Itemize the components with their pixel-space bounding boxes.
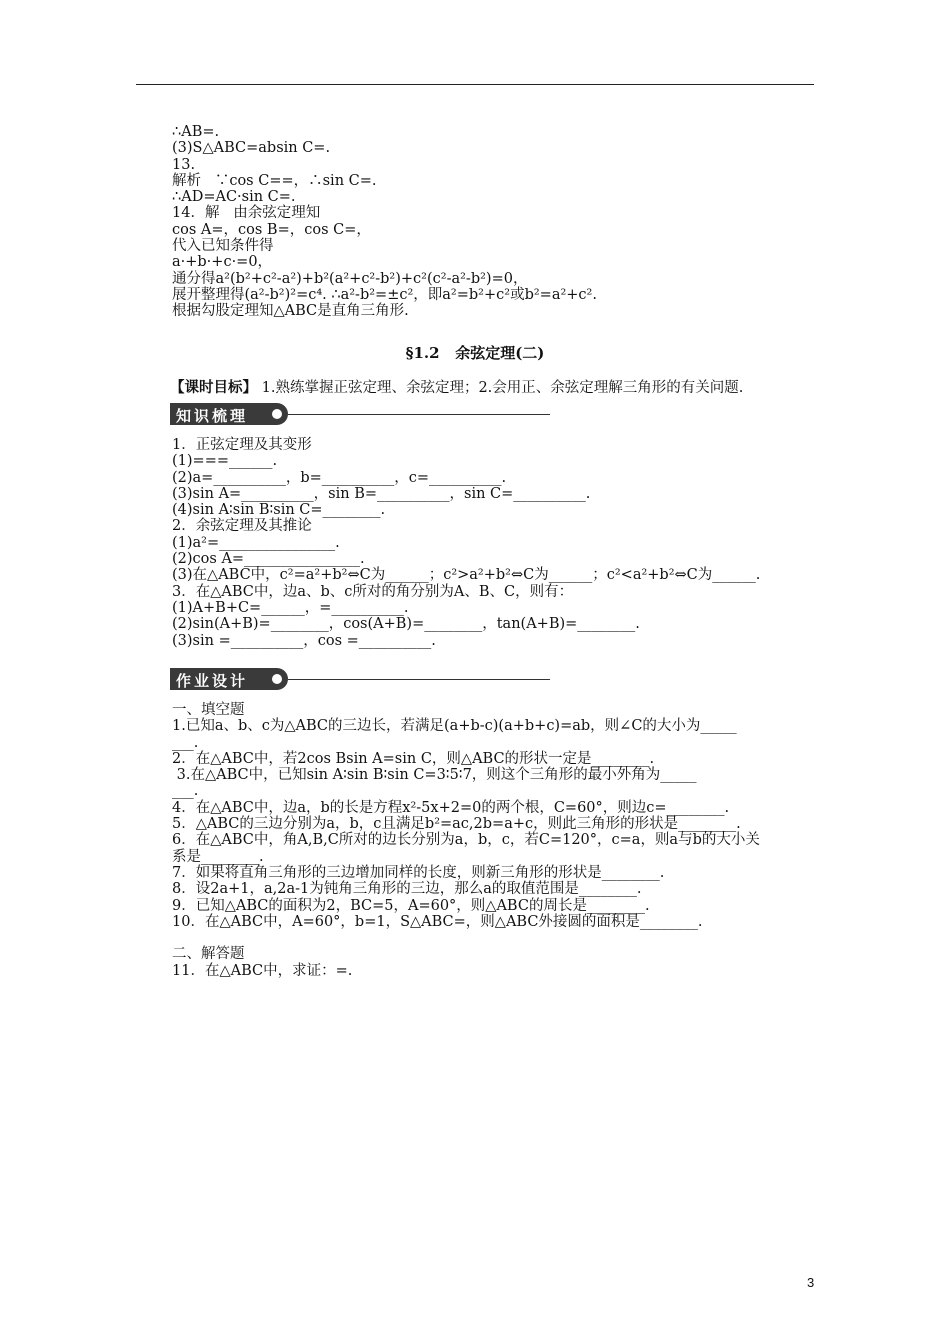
text-line: ___.	[172, 734, 199, 751]
text-line: (3)sin A=__________，sin B=__________，sin C=__________.	[172, 485, 591, 502]
section-title: §1.2 余弦定理(二)	[405, 344, 545, 362]
text-line: 根据勾股定理知△ABC是直角三角形.	[172, 303, 409, 320]
header-rule	[136, 84, 814, 85]
goal-text: 1.熟练掌握正弦定理、余弦定理；2.会用正、余弦定理解三角形的有关问题.	[257, 380, 744, 396]
text-line: (3)S△ABC=absin C=.	[172, 140, 331, 157]
banner-rule	[288, 414, 550, 415]
text-line: (3)sin =__________，cos =__________.	[172, 632, 436, 649]
text-line	[172, 930, 822, 946]
text-line: ∴AB=.	[172, 124, 220, 140]
banner-homework	[170, 668, 550, 690]
text-line: 展开整理得(a²-b²)²=c⁴. ∴a²-b²=±c²，即a²=b²+c²或b²=a²+c².	[172, 286, 597, 303]
text-line: 11．在△ABC中，求证：=.	[172, 962, 353, 979]
lesson-goal	[170, 376, 743, 397]
solution-block	[172, 124, 822, 320]
text-line: 2．在△ABC中，若2cos Bsin A=sin C，则△ABC的形状一定是________.	[172, 750, 655, 767]
text-line: 1．正弦定理及其变形	[172, 437, 312, 453]
text-line: 14．解 由余弦定理知	[172, 205, 321, 222]
text-line: (2)a=__________，b=__________，c=__________.	[172, 469, 507, 486]
text-line: 4．在△ABC中，边a，b的长是方程x²-5x+2=0的两个根，C=60°，则边c=________.	[172, 799, 730, 816]
text-line: 一、填空题	[172, 702, 245, 718]
knowledge-block	[172, 437, 822, 649]
text-line: (2)sin(A+B)=________，cos(A+B)=________，tan(A+B)=________.	[172, 616, 640, 633]
page-number: 3	[807, 1275, 815, 1290]
text-line: (1)===______.	[172, 453, 278, 470]
text-line: cos A=，cos B=，cos C=，	[172, 221, 371, 238]
text-line: 2．余弦定理及其推论	[172, 518, 312, 535]
text-line: 13.	[172, 156, 196, 173]
text-line: 系是________.	[172, 848, 264, 865]
text-line: 5．△ABC的三边分别为a，b，c且满足b²=ac,2b=a+c，则此三角形的形状是________.	[172, 816, 741, 833]
text-line: (3)在△ABC中，c²=a²+b²⇔C为______；c²>a²+b²⇔C为______；c²<a²+b²⇔C为______.	[172, 567, 761, 584]
bullet-icon	[272, 409, 282, 419]
text-line: (4)sin A∶sin B∶sin C=________.	[172, 502, 386, 519]
text-line: 二、解答题	[172, 946, 245, 963]
text-line: 6．在△ABC中，角A,B,C所对的边长分别为a，b，c，若C=120°，c=a，则a与b的大小关	[172, 832, 760, 849]
banner-tag	[170, 403, 288, 425]
banner-rule	[288, 679, 550, 680]
banner-tag	[170, 668, 288, 690]
bullet-icon	[272, 674, 282, 684]
text-line: ∴AD=AC·sin C=.	[172, 189, 296, 206]
banner-label: 作业设计	[176, 672, 249, 690]
text-line: 7．如果将直角三角形的三边增加同样的长度，则新三角形的形状是________.	[172, 864, 665, 881]
text-line: (2)cos A=________________.	[172, 551, 365, 568]
text-line: 3．在△ABC中，边a、b、c所对的角分别为A、B、C，则有：	[172, 583, 574, 600]
text-line: 代入已知条件得	[172, 238, 274, 255]
text-line: (1)A+B+C=______，=__________.	[172, 599, 409, 616]
text-line: 1.已知a、b、c为△ABC的三边长，若满足(a+b-c)(a+b+c)=ab，则∠C的大小为_____	[172, 718, 737, 735]
text-line: ___.	[172, 783, 199, 800]
text-line: 通分得a²(b²+c²-a²)+b²(a²+c²-b²)+c²(c²-a²-b²)=0，	[172, 270, 528, 287]
text-line: (1)a²=________________.	[172, 534, 340, 551]
text-line: 10．在△ABC中，A=60°，b=1，S△ABC=，则△ABC外接圆的面积是________.	[172, 913, 703, 930]
text-line: 8．设2a+1，a,2a-1为钝角三角形的三边，那么a的取值范围是________.	[172, 881, 642, 898]
banner-knowledge	[170, 403, 550, 425]
goal-label: 【课时目标】	[170, 379, 257, 396]
banner-label: 知识梳理	[176, 407, 249, 425]
homework-block	[172, 702, 822, 979]
text-line: a·+b·+c·=0，	[172, 254, 273, 271]
text-line: 9．已知△ABC的面积为2，BC=5，A=60°，则△ABC的周长是________.	[172, 897, 650, 914]
text-line: 解析 ∵cos C==，∴sin C=.	[172, 172, 377, 189]
text-line: 3.在△ABC中，已知sin A∶sin B∶sin C=3∶5∶7，则这个三角形的最小外角为_____	[172, 767, 697, 784]
